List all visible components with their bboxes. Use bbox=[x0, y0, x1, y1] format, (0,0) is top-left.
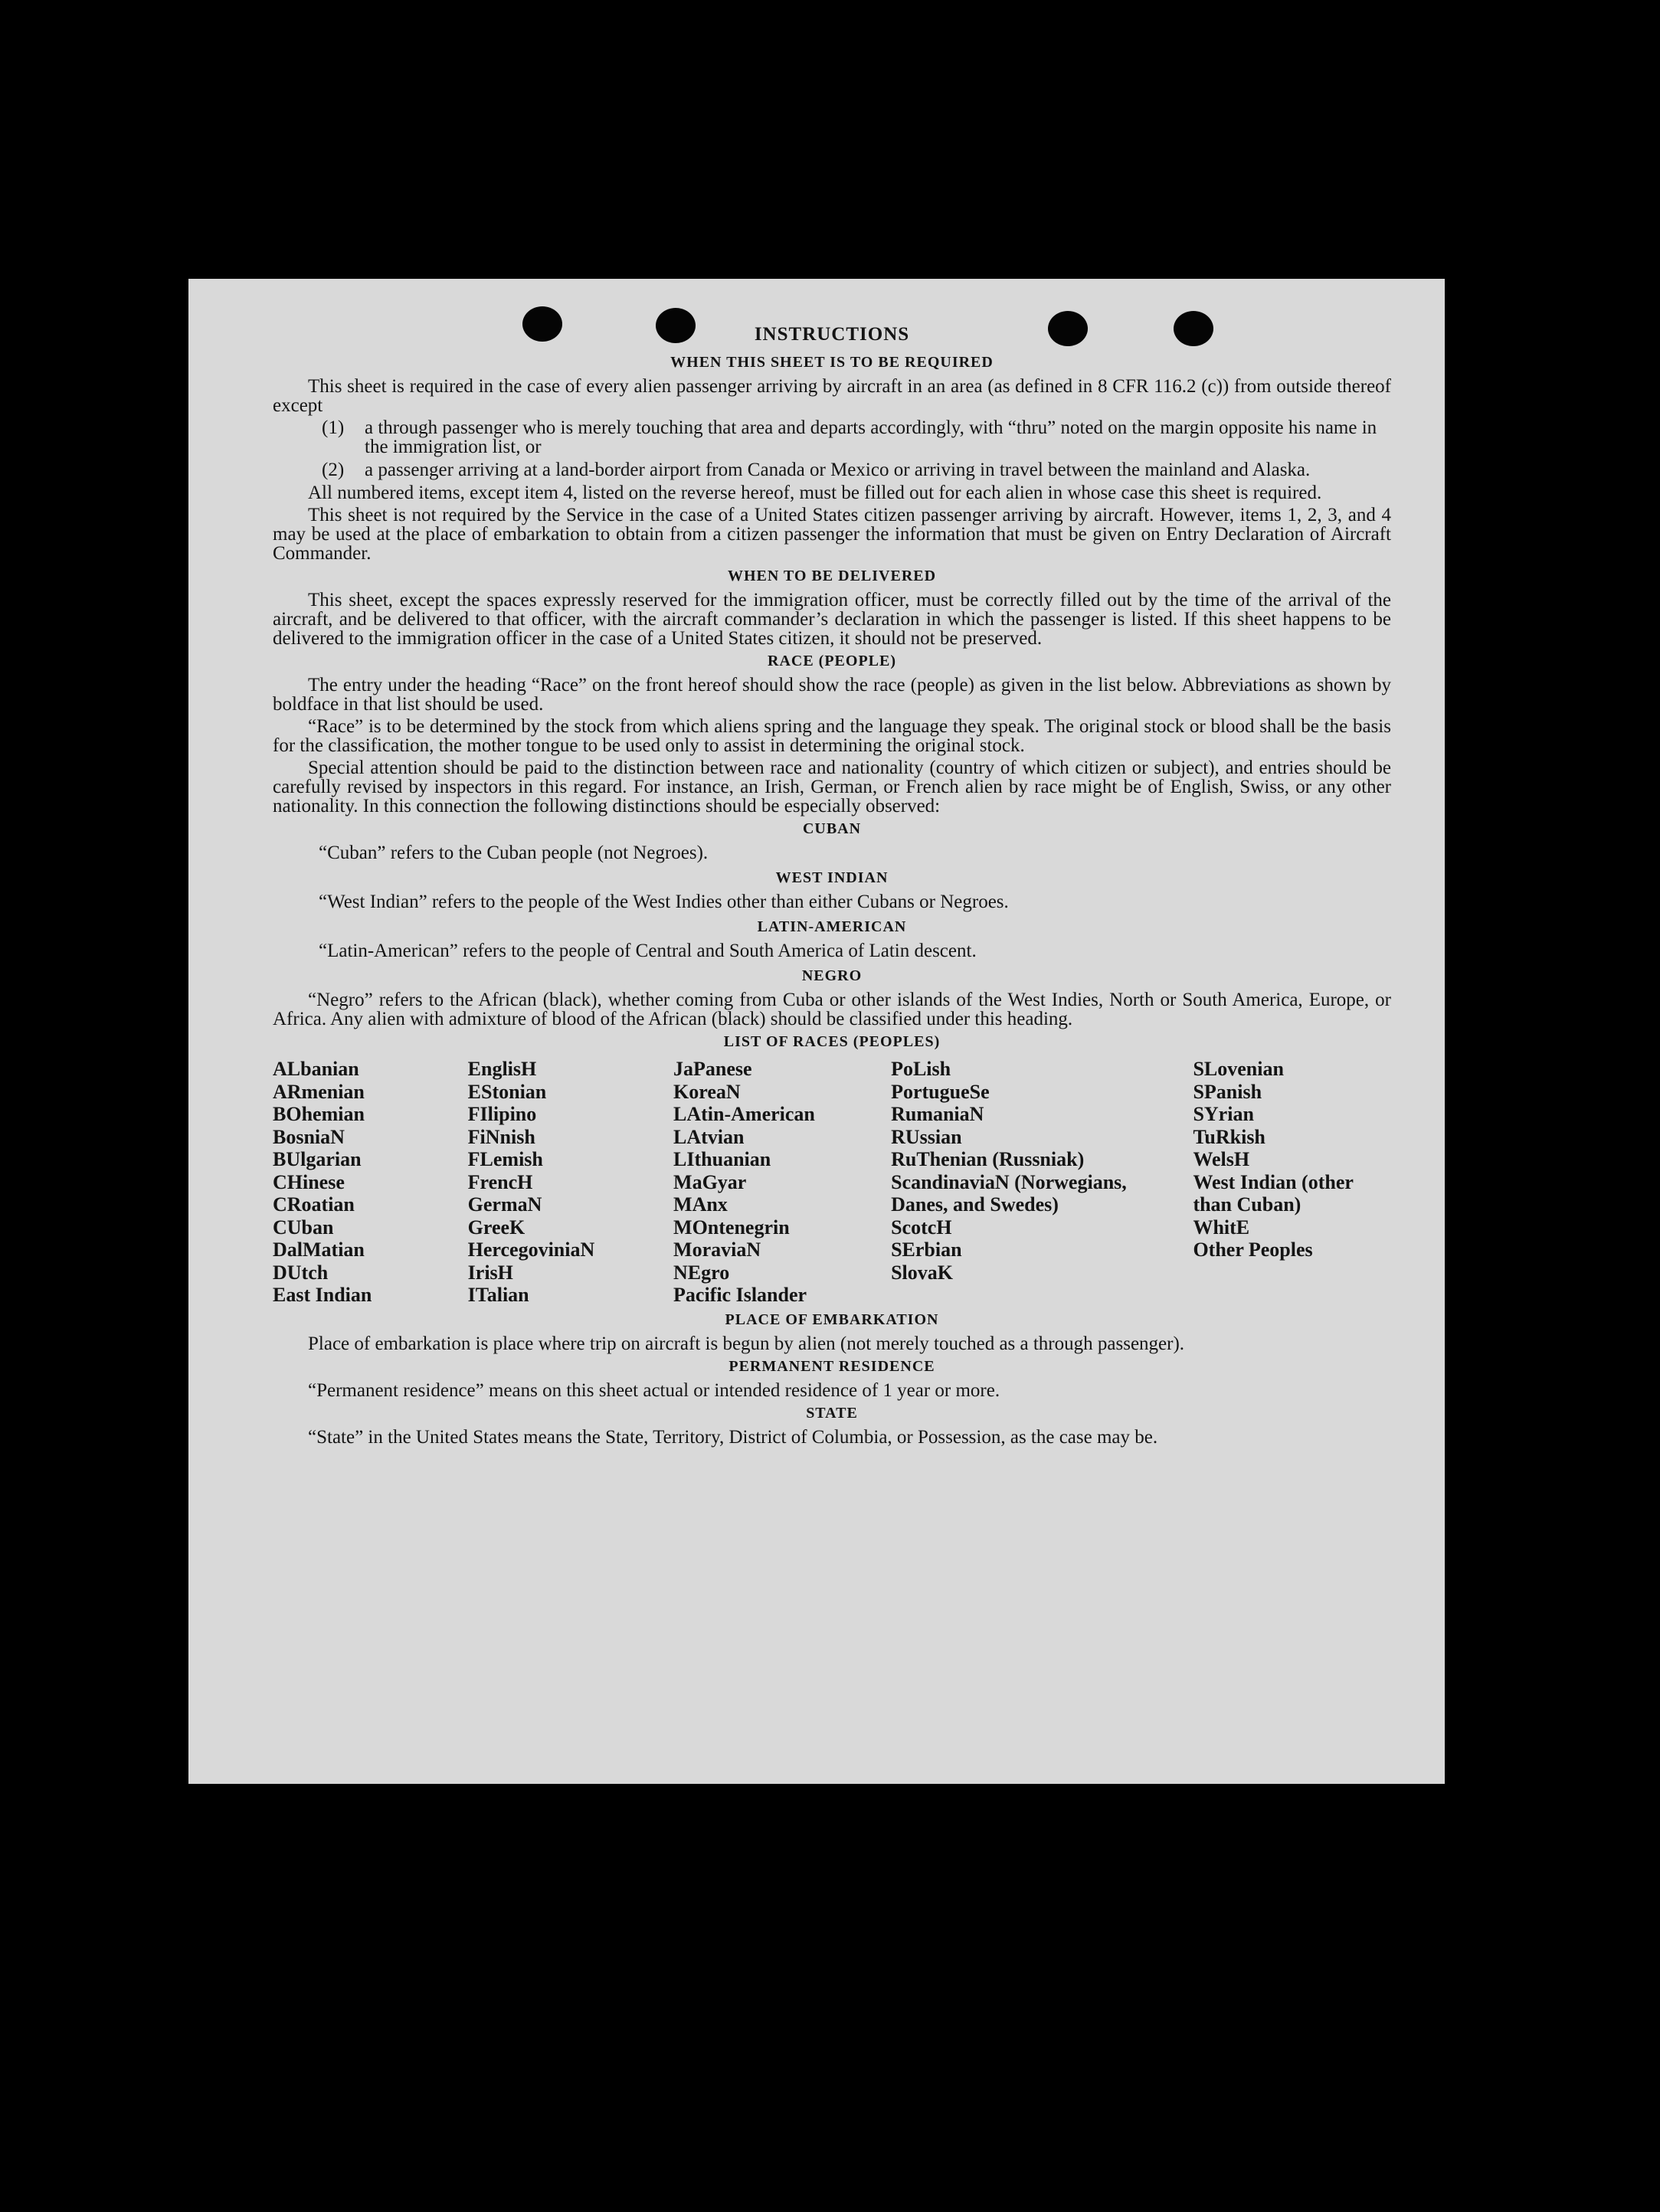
race-entry: MAnx bbox=[673, 1193, 728, 1216]
race-entry: Other Peoples bbox=[1193, 1239, 1313, 1261]
definition-residence: “Permanent residence” means on this sheet actual or intended residence of 1 year or more. bbox=[308, 1379, 1000, 1401]
race-entry: BUlgarian bbox=[273, 1148, 362, 1170]
race-entry: RuThenian (Russniak) bbox=[891, 1148, 1085, 1170]
paragraph-numbered-items: All numbered items, except item 4, listed on the reverse hereof, must be filled out for each alien in whose case this sheet is required. bbox=[308, 483, 1322, 503]
race-entry: TuRkish bbox=[1193, 1125, 1265, 1148]
race-column bbox=[468, 1058, 673, 1307]
heading-embarkation: PLACE OF EMBARKATION bbox=[725, 1311, 939, 1328]
race-entry: NEgro bbox=[673, 1261, 730, 1284]
heading-latin-american: LATIN-AMERICAN bbox=[757, 918, 907, 935]
race-column bbox=[673, 1058, 891, 1307]
race-entry: RumaniaN bbox=[891, 1103, 984, 1125]
race-entry: ITalian bbox=[467, 1284, 529, 1306]
race-entry: FrencH bbox=[467, 1170, 533, 1193]
race-column bbox=[273, 1058, 468, 1307]
race-entry: PoLish bbox=[891, 1058, 951, 1080]
race-entry: IrisH bbox=[467, 1261, 513, 1284]
race-entry: GermaN bbox=[467, 1193, 542, 1216]
race-entry: KoreaN bbox=[673, 1080, 741, 1103]
race-entry: SYrian bbox=[1193, 1103, 1254, 1125]
definition-west-indian: “West Indian” refers to the people of the West Indies other than either Cubans or Negroes. bbox=[319, 892, 1009, 912]
race-entry: West Indian (other than Cuban) bbox=[1193, 1170, 1354, 1216]
race-entry: CHinese bbox=[273, 1170, 345, 1193]
race-entry: FIlipino bbox=[467, 1103, 537, 1125]
race-entry: BOhemian bbox=[273, 1103, 365, 1125]
paragraph-delivery: This sheet, except the spaces expressly reserved for the immigration officer, must be correctly filled out by the time of the arrival of the aircraft, and be delivered to that officer, with the aircraft commander’s declaration in which the passenger is listed. If this sheet happens to be delivered to the immigration officer in the case of a United States citizen, it should not be preserved. bbox=[273, 590, 1391, 649]
heading-negro: NEGRO bbox=[801, 967, 863, 984]
document-content bbox=[273, 325, 1391, 1450]
race-entry: DalMatian bbox=[273, 1239, 365, 1261]
race-entry: FiNnish bbox=[467, 1125, 535, 1148]
heading-cuban: CUBAN bbox=[802, 820, 862, 837]
race-entry: ScotcH bbox=[891, 1216, 952, 1239]
race-entry: ALbanian bbox=[273, 1058, 359, 1080]
item-number: (2) bbox=[322, 460, 345, 480]
race-entry: EnglisH bbox=[467, 1058, 537, 1080]
document-title: INSTRUCTIONS bbox=[754, 324, 910, 345]
race-column bbox=[891, 1058, 1193, 1307]
exception-item bbox=[322, 417, 1391, 457]
paragraph-race-stock: “Race” is to be determined by the stock from which aliens spring and the language they speak. The original stock or blood shall be the basis for the classification, the mother tongue to be used only to assist in determining the original stock. bbox=[273, 716, 1391, 756]
race-entry: WelsH bbox=[1193, 1148, 1250, 1170]
race-column bbox=[1193, 1058, 1391, 1307]
item-text: a through passenger who is merely touching that area and departs accordingly, with “thru” noted on the margin opposite his name in the immigration list, or bbox=[365, 417, 1377, 457]
race-entry: SPanish bbox=[1193, 1080, 1262, 1103]
race-entry: LIthuanian bbox=[673, 1148, 771, 1170]
race-entry: RUssian bbox=[891, 1125, 962, 1148]
race-entry: FLemish bbox=[467, 1148, 543, 1170]
definition-latin-american: “Latin-American” refers to the people of Central and South America of Latin descent. bbox=[319, 941, 977, 961]
race-entry: EStonian bbox=[467, 1080, 547, 1103]
race-entry: SLovenian bbox=[1193, 1058, 1284, 1080]
race-entry: MoraviaN bbox=[673, 1239, 761, 1261]
race-entry: DUtch bbox=[273, 1261, 329, 1284]
document-sheet bbox=[188, 279, 1445, 1784]
definition-state: “State” in the United States means the State, Territory, District of Columbia, or Possession, as the case may be. bbox=[308, 1426, 1158, 1448]
race-entry: Pacific Islander bbox=[673, 1284, 807, 1306]
race-entry: LAtvian bbox=[673, 1125, 745, 1148]
paragraph-race-nationality: Special attention should be paid to the distinction between race and nationality (country of which citizen or subject), and entries should be carefully revised by inspectors in this regard. For instance, an Irish, German, or French alien by race might be of English, Swiss, or any other nationality. In this connection the following distinctions should be especially observed: bbox=[273, 758, 1391, 816]
heading-state: STATE bbox=[806, 1404, 858, 1422]
definition-embarkation: Place of embarkation is place where trip on aircraft is begun by alien (not merely touched as a through passenger). bbox=[308, 1333, 1185, 1354]
race-entry: MaGyar bbox=[673, 1170, 747, 1193]
heading-west-indian: WEST INDIAN bbox=[775, 869, 889, 886]
paragraph-race-entry: The entry under the heading “Race” on the front hereof should show the race (people) as given in the list below. Abbreviations as shown by boldface in that list should be used. bbox=[273, 675, 1391, 715]
heading-when-delivered: WHEN TO BE DELIVERED bbox=[727, 568, 937, 584]
heading-when-required: WHEN THIS SHEET IS TO BE REQUIRED bbox=[670, 354, 994, 371]
race-entry: LAtin-American bbox=[673, 1103, 815, 1125]
heading-list-of-races: LIST OF RACES (PEOPLES) bbox=[723, 1033, 941, 1050]
race-entry: ARmenian bbox=[273, 1080, 365, 1103]
race-list bbox=[273, 1058, 1391, 1307]
race-entry: ScandinaviaN (Norwegians, Danes, and Swedes) bbox=[891, 1170, 1127, 1216]
race-entry: JaPanese bbox=[673, 1058, 752, 1080]
race-entry: East Indian bbox=[273, 1284, 372, 1306]
paragraph-citizen: This sheet is not required by the Service in the case of a United States citizen passenger arriving by aircraft. However, items 1, 2, 3, and 4 may be used at the place of embarkation to obtain from a citizen passenger the information that must be given on Entry Declaration of Aircraft Commander. bbox=[273, 505, 1391, 564]
race-entry: WhitE bbox=[1193, 1216, 1250, 1239]
exception-item bbox=[322, 460, 1391, 480]
item-text: a passenger arriving at a land-border airport from Canada or Mexico or arriving in travel between the mainland and Alaska. bbox=[365, 460, 1311, 480]
race-entry: CUban bbox=[273, 1216, 334, 1239]
race-entry: SlovaK bbox=[891, 1261, 953, 1284]
race-entry: BosniaN bbox=[273, 1125, 345, 1148]
item-number: (1) bbox=[322, 417, 345, 438]
definition-negro: “Negro” refers to the African (black), whether coming from Cuba or other islands of the West Indies, North or South America, Europe, or Africa. Any alien with admixture of blood of the African (black) should be classified under this heading. bbox=[273, 990, 1391, 1029]
definition-cuban: “Cuban” refers to the Cuban people (not Negroes). bbox=[319, 843, 709, 863]
paragraph-requirement: This sheet is required in the case of every alien passenger arriving by aircraft in an area (as defined in 8 CFR 116.2 (c)) from outside thereof except bbox=[273, 376, 1391, 416]
race-entry: MOntenegrin bbox=[673, 1216, 790, 1239]
race-entry: GreeK bbox=[467, 1216, 526, 1239]
race-entry: CRoatian bbox=[273, 1193, 355, 1216]
heading-race: RACE (PEOPLE) bbox=[768, 653, 896, 669]
heading-permanent-residence: PERMANENT RESIDENCE bbox=[729, 1357, 935, 1375]
race-entry: HercegoviniaN bbox=[467, 1239, 595, 1261]
race-entry: PortugueSe bbox=[891, 1080, 990, 1103]
race-entry: SErbian bbox=[891, 1239, 962, 1261]
